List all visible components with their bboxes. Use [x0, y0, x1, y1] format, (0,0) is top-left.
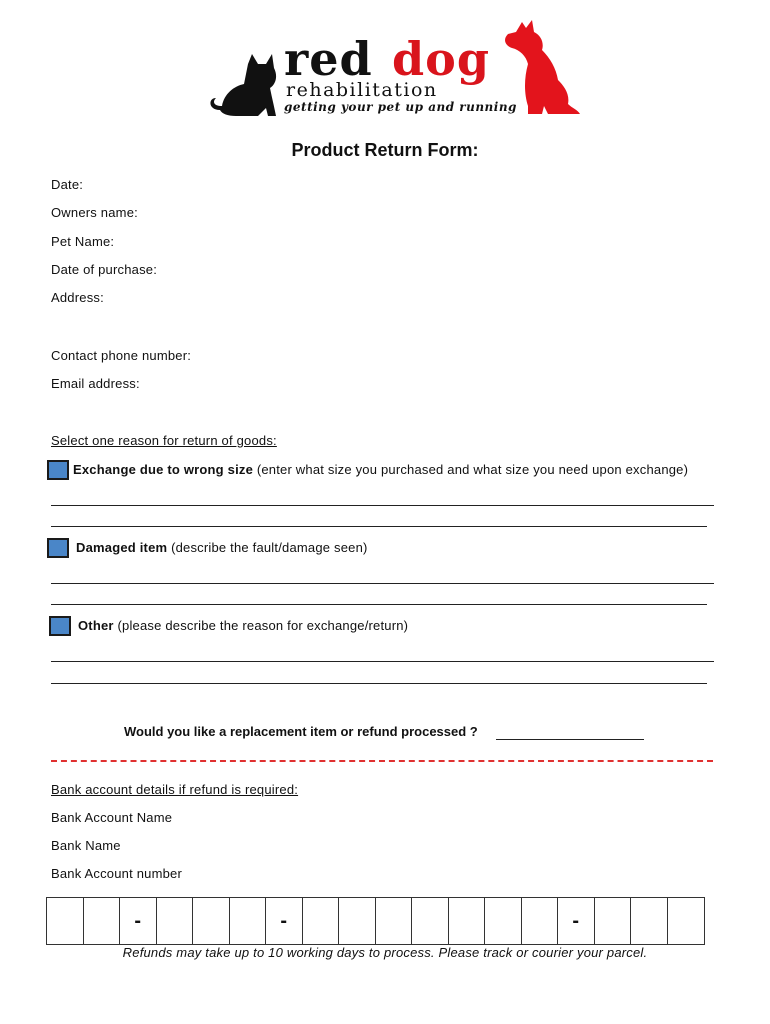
account-number-cell[interactable] — [84, 898, 121, 944]
logo-tagline: getting your pet up and running — [284, 100, 517, 114]
bank-account-number-label: Bank Account number — [51, 866, 182, 881]
damaged-writing-line[interactable] — [51, 583, 714, 584]
reason-heading: Select one reason for return of goods: — [51, 433, 277, 448]
contact-phone-label: Contact phone number: — [51, 348, 192, 363]
damaged-writing-line[interactable] — [51, 604, 707, 605]
account-number-cell[interactable] — [668, 898, 705, 944]
refund-note: Refunds may take up to 10 working days to process. Please track or courier your parcel. — [122, 945, 648, 960]
bank-name-label: Bank Name — [51, 838, 121, 853]
account-number-cell[interactable] — [631, 898, 668, 944]
email-label: Email address: — [51, 376, 140, 391]
account-number-cell[interactable] — [230, 898, 267, 944]
account-number-cell[interactable] — [303, 898, 340, 944]
exchange-option-label: Exchange due to wrong size (enter what size you purchased and what size you need upon exchange) — [73, 462, 689, 477]
account-number-cell[interactable] — [449, 898, 486, 944]
date-label: Date: — [51, 177, 84, 192]
exchange-checkbox[interactable] — [47, 460, 69, 480]
pet-name-label: Pet Name: — [51, 234, 115, 249]
logo-word-red: red — [284, 32, 373, 86]
damaged-option-label: Damaged item (describe the fault/damage seen) — [76, 540, 368, 555]
logo-subtitle: rehabilitation — [286, 79, 438, 101]
account-number-cell[interactable] — [485, 898, 522, 944]
exchange-writing-line[interactable] — [51, 526, 707, 527]
account-number-cell[interactable] — [339, 898, 376, 944]
damaged-checkbox[interactable] — [47, 538, 69, 558]
account-number-cell[interactable] — [412, 898, 449, 944]
logo-word-dog: dog — [392, 32, 491, 86]
replacement-refund-question: Would you like a replacement item or refund processed ? — [124, 724, 478, 739]
account-number-cell[interactable]: - — [120, 898, 157, 944]
account-number-cell[interactable] — [376, 898, 413, 944]
bank-heading: Bank account details if refund is required: — [51, 782, 299, 797]
other-option-label: Other (please describe the reason for exchange/return) — [78, 618, 409, 633]
other-checkbox[interactable] — [49, 616, 71, 636]
cat-silhouette-icon — [206, 50, 286, 120]
account-number-cell[interactable]: - — [266, 898, 303, 944]
account-number-grid — [46, 897, 705, 945]
account-number-cell[interactable] — [47, 898, 84, 944]
account-number-cell[interactable] — [595, 898, 632, 944]
owners-name-label: Owners name: — [51, 205, 138, 220]
other-writing-line[interactable] — [51, 683, 707, 684]
dog-silhouette-icon — [498, 18, 582, 118]
page-title: Product Return Form: — [291, 140, 479, 160]
bank-account-name-label: Bank Account Name — [51, 810, 173, 825]
account-number-cell[interactable] — [157, 898, 194, 944]
address-label: Address: — [51, 290, 104, 305]
date-of-purchase-label: Date of purchase: — [51, 262, 158, 277]
exchange-writing-line[interactable] — [51, 505, 714, 506]
replacement-refund-answer-line[interactable] — [496, 739, 644, 740]
account-number-cell[interactable] — [522, 898, 559, 944]
account-number-cell[interactable]: - — [558, 898, 595, 944]
account-number-cell[interactable] — [193, 898, 230, 944]
other-writing-line[interactable] — [51, 661, 714, 662]
section-separator — [51, 760, 713, 762]
